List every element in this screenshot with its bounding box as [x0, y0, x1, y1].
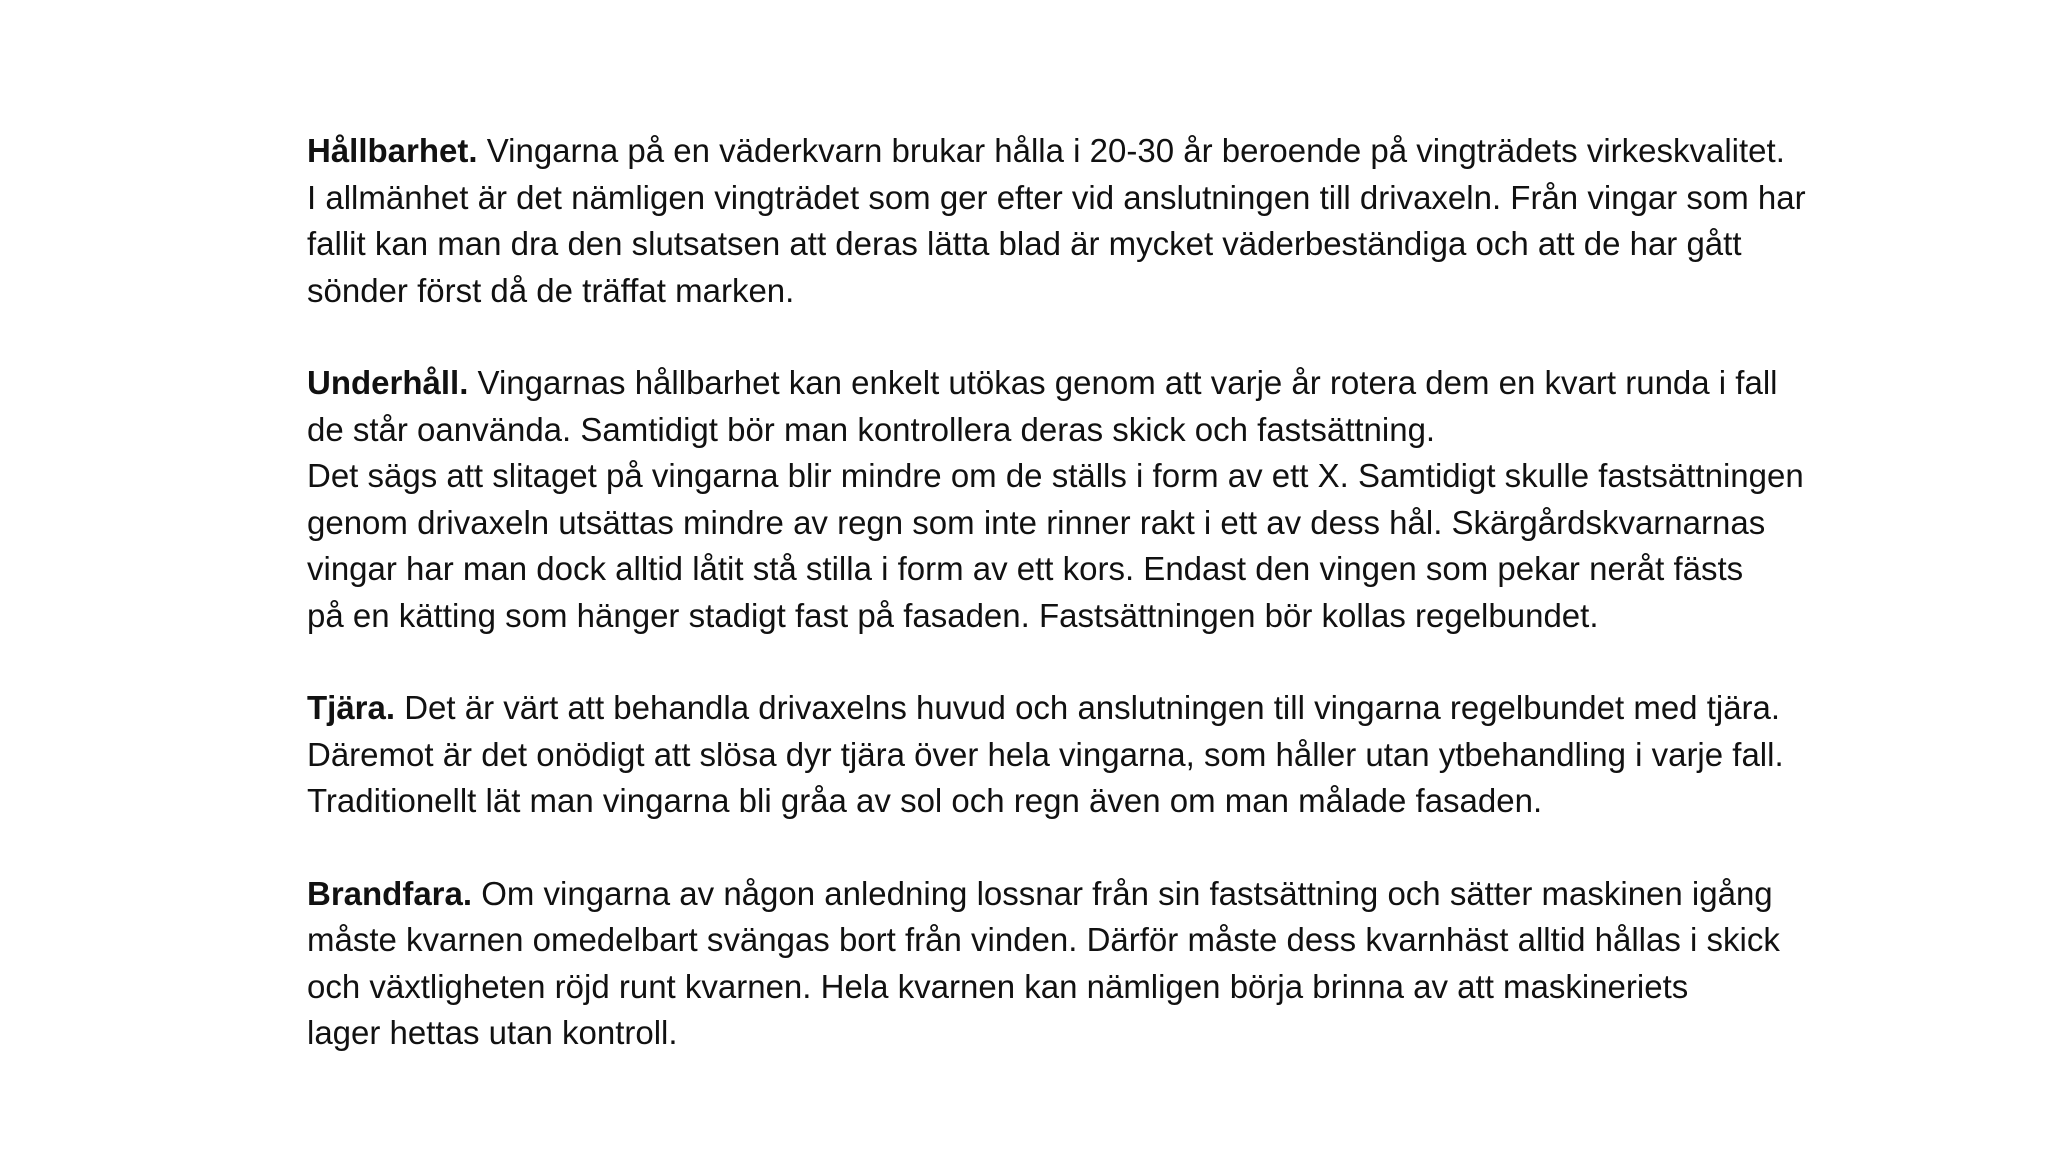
- paragraph-line: Traditionellt lät man vingarna bli gråa av sol och regn även om man målade fasaden.: [307, 782, 1543, 819]
- paragraph-line: vingar har man dock alltid låtit stå stilla i form av ett kors. Endast den vingen som pekar neråt fästs: [307, 550, 1744, 587]
- paragraph-line: de står oanvända. Samtidigt bör man kontrollera deras skick och fastsättning.: [307, 410, 1436, 448]
- paragraph-line: Det sägs att slitaget på vingarna blir mindre om de ställs i form av ett X. Samtidigt skulle fastsättningen: [307, 457, 1804, 494]
- section-heading: Tjära.: [307, 689, 396, 726]
- paragraph-line: fallit kan man dra den slutsatsen att deras lätta blad är mycket väderbeständiga och att de har gått: [307, 225, 1742, 262]
- section-heading: Hållbarhet.: [307, 132, 478, 169]
- paragraph-line: sönder först då de träffat marken.: [307, 271, 795, 309]
- section-first-line: [307, 685, 1987, 732]
- paragraph-line: på en kätting som hänger stadigt fast på fasaden. Fastsättningen bör kollas regelbundet.: [307, 596, 1599, 634]
- paragraph-line: Däremot är det onödigt att slösa dyr tjära över hela vingarna, som håller utan ytbehandling i varje fall.: [307, 735, 1784, 773]
- paragraph-line: måste kvarnen omedelbart svängas bort från vinden. Därför måste dess kvarnhäst alltid hållas i skick: [307, 921, 1780, 958]
- section-first-line: [307, 128, 1987, 175]
- section-first-line: [307, 871, 1987, 918]
- section-first-line-text: Om vingarna av någon anledning lossnar från sin fastsättning och sätter maskinen igång: [472, 874, 1773, 912]
- section-brandfara: [307, 871, 1987, 1057]
- section-first-line: [307, 360, 1987, 407]
- section-first-line-text: Vingarnas hållbarhet kan enkelt utökas genom att varje år rotera dem en kvart runda i fall: [468, 364, 1778, 401]
- paragraph-line: lager hettas utan kontroll.: [307, 1014, 678, 1051]
- section-first-line-text: Det är värt att behandla drivaxelns huvud och anslutningen till vingarna regelbundet med tjära.: [395, 689, 1781, 726]
- section-heading: Underhåll.: [307, 364, 469, 401]
- paragraph-line: genom drivaxeln utsättas mindre av regn som inte rinner rakt i ett av dess hål. Skärgårdskvarnarnas: [307, 503, 1766, 541]
- section-underhall: [307, 360, 1987, 639]
- paragraph-line: I allmänhet är det nämligen vingträdet som ger efter vid anslutningen till drivaxeln. Från vingar som har: [307, 178, 1806, 216]
- section-first-line-text: Vingarna på en väderkvarn brukar hålla i 20-30 år beroende på vingträdets virkeskvalitet.: [477, 132, 1785, 169]
- paragraph-line: och växtligheten röjd runt kvarnen. Hela kvarnen kan nämligen börja brinna av att maskineriets: [307, 967, 1689, 1005]
- section-heading: Brandfara.: [307, 874, 473, 912]
- document-body: [307, 128, 1987, 1103]
- section-hallbarhet: [307, 128, 1987, 314]
- section-tjara: [307, 685, 1987, 825]
